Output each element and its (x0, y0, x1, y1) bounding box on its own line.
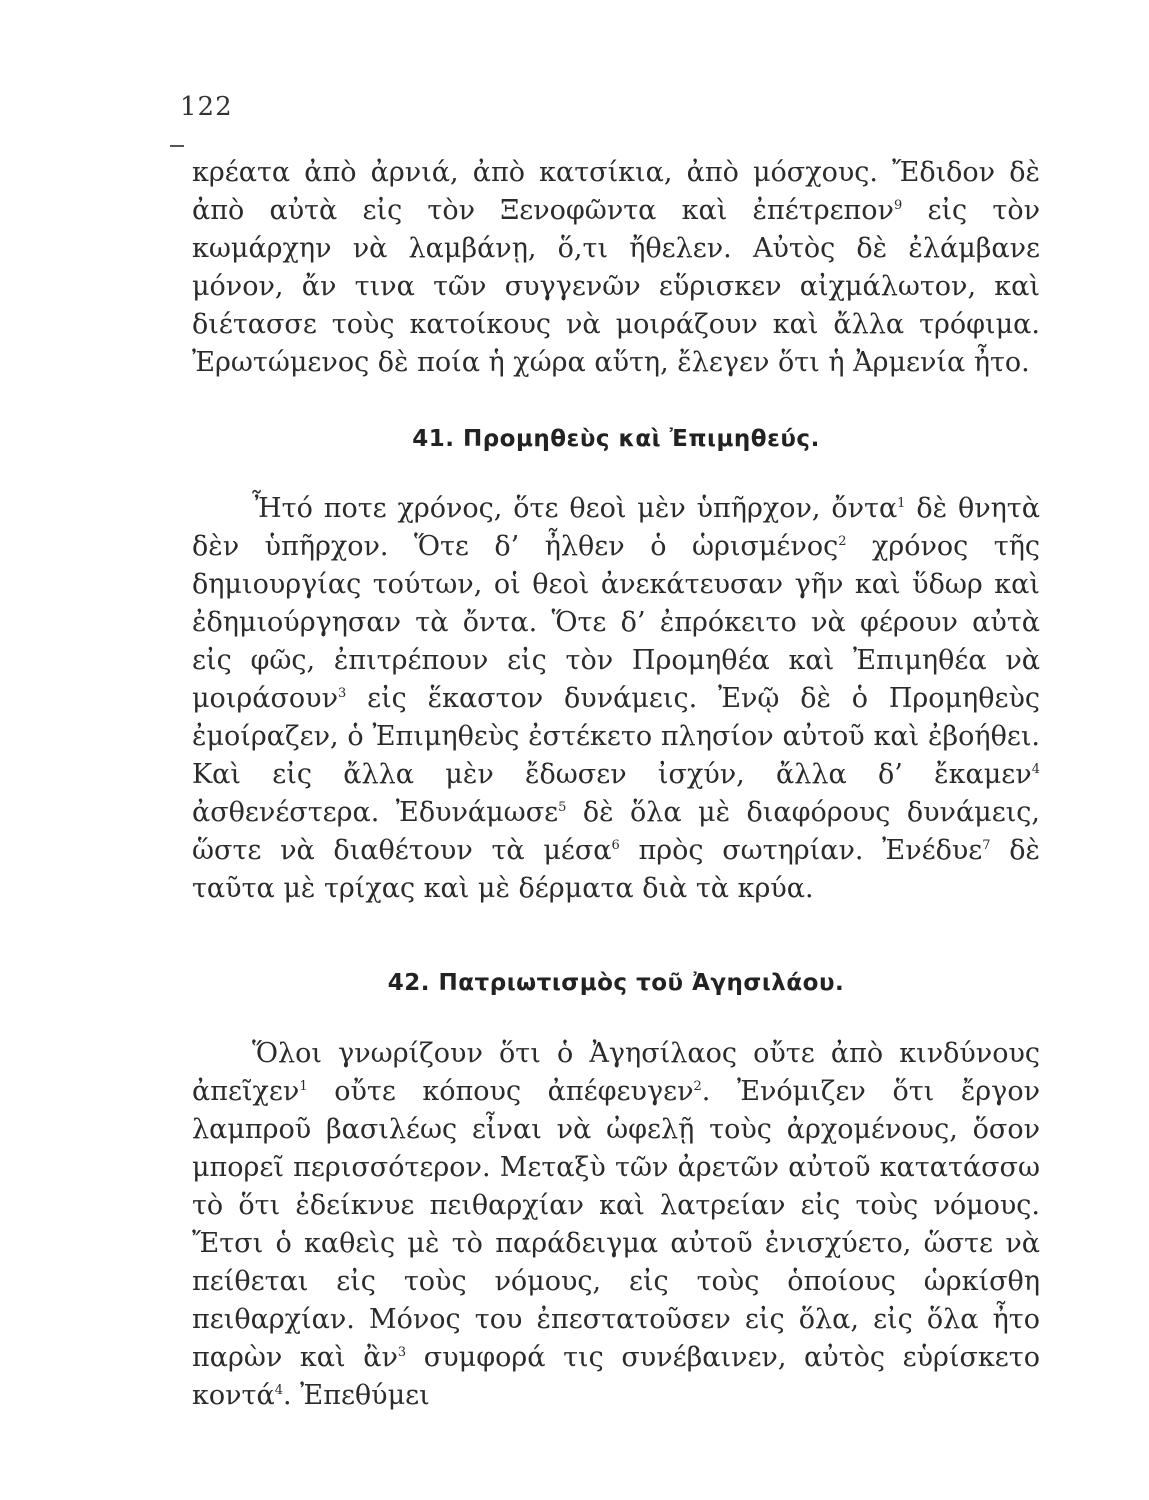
paragraph-xenophon-continuation (192, 154, 1040, 382)
section-heading-42: 42. Πατριωτισμὸς τοῦ Ἀγησιλάου. (387, 970, 845, 996)
text-segment: οὔτε κόπους ἀπέφευγεν (307, 1076, 694, 1107)
text-segment: κρέατα ἀπὸ ἀρνιά, ἀπὸ κατσίκια, ἀπὸ μόσχους. Ἔδιδον δὲ ἀπὸ αὐτὰ εἰς τὸν Ξενοφῶντα καὶ ἐπέτρεπον (192, 157, 1040, 226)
text-segment: χρόνος τῆς δημιουργίας τούτων, οἱ θεοὶ ἀνεκάτευσαν γῆν καὶ ὕδωρ καὶ ἐδημιούργησαν τὰ ὄντα. Ὅτε δ’ ἐπρόκειτο νὰ φέρουν αὐτὰ εἰς φῶς, ἐπιτρέπουν εἰς τὸν Προμηθέα καὶ Ἐπιμηθέα νὰ μοιράσουν (192, 531, 1040, 714)
footnote-marker: 2 (693, 1079, 702, 1094)
footnote-marker: 7 (982, 838, 991, 853)
footnote-marker: 4 (1031, 762, 1040, 777)
footnote-marker: 3 (397, 1345, 407, 1360)
text-segment: εἰς τὸν κωμάρχην νὰ λαμβάνῃ, ὅ,τι ἤθελεν. Αὐτὸς δὲ ἐλάμβανε μόνον, ἄν τινα τῶν συγγενῶν εὕρισκεν αἰχμάλωτον, καὶ διέτασσε τοὺς κατοίκους νὰ μοιράζουν καὶ ἄλλα τρόφιμα. Ἐρωτώμενος δὲ ποία ἡ χώρα αὕτη, ἔλεγεν ὅτι ἡ Ἀρμενία ἦτο. (192, 195, 1040, 378)
section-heading-41: 41. Προμηθεὺς καὶ Ἐπιμηθεύς. (412, 426, 820, 452)
page-number: 122 (180, 92, 233, 122)
paragraph-agesilaus (192, 1035, 1040, 1415)
print-mark (170, 145, 184, 147)
text-segment: ἀσθενέστερα. Ἐδυνάμωσε (192, 797, 559, 828)
text-segment: πρὸς σωτηρίαν. Ἐνέδυε (619, 835, 983, 866)
text-segment: . Ἐνόμιζεν ὅτι ἔργον λαμπροῦ βασιλέως εἶναι νὰ ὠφελῇ τοὺς ἀρχομένους, ὅσον μπορεῖ περισσότερον. Μεταξὺ τῶν ἀρετῶν αὐτοῦ κατατάσσω τὸ ὅτι ἐδείκνυε πειθαρχίαν καὶ λατρείαν εἰς τοὺς νόμους. Ἔτσι ὁ καθεὶς μὲ τὸ παράδειγμα αὐτοῦ ἐνισχύετο, ὥστε νὰ πείθεται εἰς τοὺς νόμους, εἰς τοὺς ὁποίους ὡρκίσθη πειθαρχίαν. Μόνος του ἐπεστατοῦσεν εἰς ὅλα, εἰς ὅλα ἦτο παρὼν καὶ ἂν (192, 1076, 1040, 1373)
text-segment: δὲ ταῦτα μὲ τρίχας καὶ μὲ δέρματα διὰ τὰ κρύα. (192, 835, 1040, 904)
text-segment: Ἦτό ποτε χρόνος, ὅτε θεοὶ μὲν ὑπῆρχον, ὄντα (252, 493, 898, 524)
footnote-marker: 9 (893, 198, 903, 213)
footnote-marker: 4 (274, 1383, 283, 1398)
footnote-marker: 5 (558, 800, 567, 815)
footnote-marker: 3 (338, 686, 347, 701)
paragraph-prometheus (192, 490, 1040, 908)
text-segment: δὲ θνητὰ δὲν ὑπῆρχον. Ὅτε δ’ ἦλθεν ὁ ὡρισμένος (192, 493, 1040, 562)
footnote-marker: 2 (838, 534, 847, 549)
text-segment: . Ἐπεθύμει (283, 1380, 430, 1411)
text-segment: εἰς ἕκαστον δυνάμεις. Ἐνῷ δὲ ὁ Προμηθεὺς ἐμοίραζεν, ὁ Ἐπιμηθεὺς ἐστέκετο πλησίον αὐτοῦ καὶ ἐβοήθει. Καὶ εἰς ἄλλα μὲν ἔδωσεν ἰσχύν, ἄλλα δ’ ἔκαμεν (192, 683, 1040, 790)
footnote-marker: 6 (611, 838, 620, 853)
text-segment: Ὅλοι γνωρίζουν ὅτι ὁ Ἀγησίλαος οὔτε ἀπὸ κινδύνους ἀπεῖχεν (192, 1038, 1040, 1107)
text-segment: δὲ ὅλα μὲ διαφόρους δυνάμεις, ὥστε νὰ διαθέτουν τὰ μέσα (192, 797, 1040, 866)
footnote-marker: 1 (299, 1079, 308, 1094)
text-segment: συμφορά τις συνέβαινεν, αὐτὸς εὑρίσκετο κοντά (192, 1342, 1040, 1411)
footnote-marker: 1 (897, 496, 906, 511)
